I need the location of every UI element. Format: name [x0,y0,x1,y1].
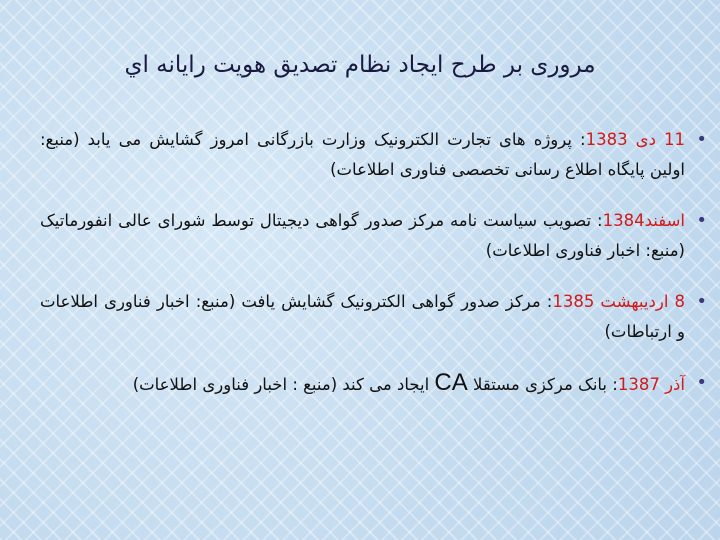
list-item [40,368,707,400]
bullet-icon: • [696,129,707,150]
item-text: : پروژه های تجارت الکترونیک وزارت بازرگانی امروز گشایش می یابد (منبع: اولین پایگاه اطلاع رسانی تخصصی فناوری اطلاعات) [40,130,685,179]
slide-title: مروری بر طرح ايجاد نظام تصديق هويت رايانه اي [124,52,596,78]
item-text-before: : بانک مرکزی مستقلا [467,375,618,394]
bullet-icon: • [696,291,707,312]
item-date: 11 دی 1383 [585,130,685,149]
ca-label: CA [434,369,468,396]
item-date: آذر 1387 [617,375,685,394]
item-text-after: ایجاد می کند (منبع : اخبار فناوری اطلاعات) [132,375,435,394]
item-date: 8 اردیبهشت 1385 [552,292,685,311]
item-text: : مرکز صدور گواهی الکترونیک گشایش یافت (منبع: اخبار فناوری اطلاعات و ارتباطات) [40,292,685,341]
bullet-icon: • [696,372,707,393]
bullet-list [40,125,707,421]
list-item [40,125,707,185]
bullet-icon: • [696,210,707,231]
list-item [40,287,707,347]
list-item [40,206,707,266]
item-date: اسفند1384 [602,211,685,230]
item-text: : تصویب سیاست نامه مرکز صدور گواهی دیجیتال توسط شورای عالی انفورماتیک (منبع: اخبار فناوری اطلاعات) [40,211,685,260]
